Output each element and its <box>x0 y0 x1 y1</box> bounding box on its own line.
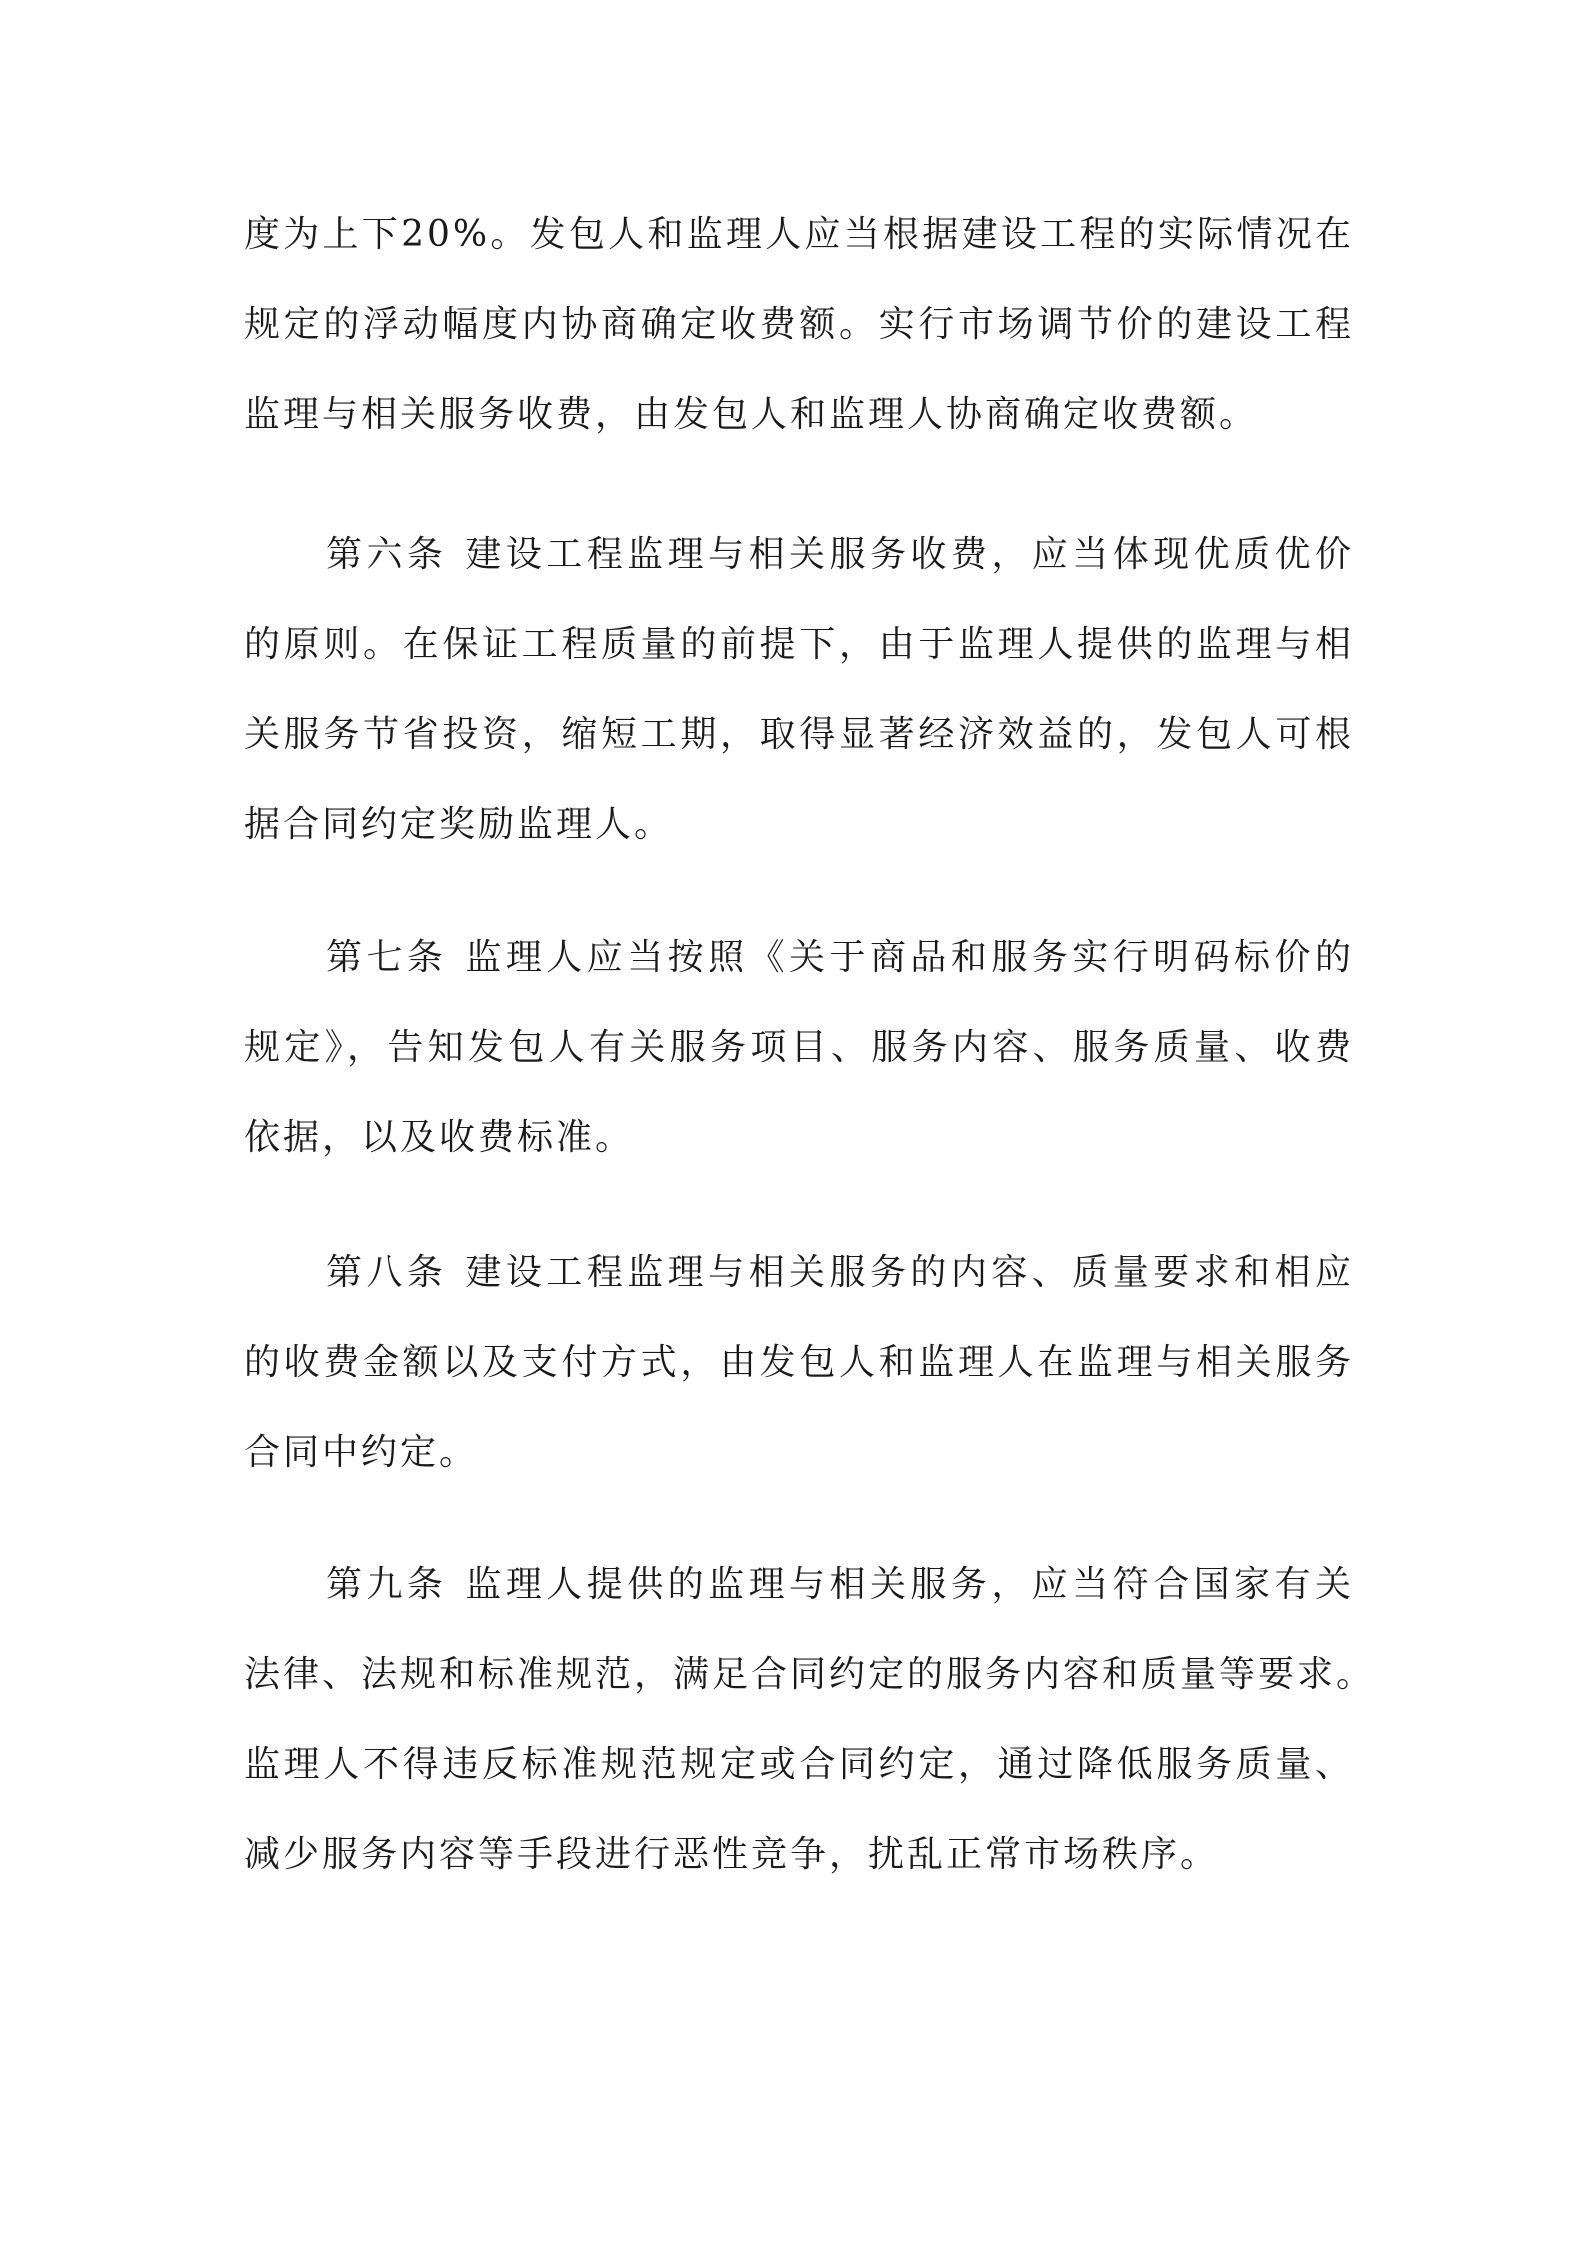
article-number: 第九条 <box>326 1564 448 1605</box>
paragraph-line: 关服务节省投资，缩短工期，取得显著经济效益的，发包人可根 <box>244 714 1354 755</box>
continuation-paragraph <box>244 190 1354 460</box>
paragraph-line: 监理人提供的监理与相关服务，应当符合国家有关 <box>465 1564 1354 1605</box>
paragraph-line: 规定》，告知发包人有关服务项目、服务内容、服务质量、收费 <box>244 1027 1354 1068</box>
paragraph-line: 依据，以及收费标准。 <box>244 1117 635 1158</box>
paragraph-line: 监理人不得违反标准规范规定或合同约定，通过降低服务质量、 <box>244 1744 1354 1785</box>
paragraph-line: 的收费金额以及支付方式，由发包人和监理人在监理与相关服务 <box>244 1342 1354 1383</box>
article-8 <box>244 1228 1354 1498</box>
paragraph-line: 规定的浮动幅度内协商确定收费额。实行市场调节价的建设工程 <box>244 304 1354 345</box>
article-6 <box>244 510 1354 870</box>
article-7 <box>244 913 1354 1183</box>
paragraph-line: 合同中约定。 <box>244 1432 479 1473</box>
paragraph-line: 建设工程监理与相关服务的内容、质量要求和相应 <box>465 1252 1354 1293</box>
article-number: 第八条 <box>326 1252 448 1293</box>
article-9 <box>244 1540 1376 1900</box>
paragraph-line: 据合同约定奖励监理人。 <box>244 804 674 845</box>
article-number: 第七条 <box>326 937 448 978</box>
paragraph-line: 度为上下20%。发包人和监理人应当根据建设工程的实际情况在 <box>244 214 1354 255</box>
paragraph-line: 监理与相关服务收费，由发包人和监理人协商确定收费额。 <box>244 394 1259 435</box>
paragraph-line: 监理人应当按照《关于商品和服务实行明码标价的 <box>465 937 1354 978</box>
paragraph-line: 建设工程监理与相关服务收费，应当体现优质优价 <box>465 534 1354 575</box>
article-number: 第六条 <box>326 534 448 575</box>
paragraph-line: 减少服务内容等手段进行恶性竞争，扰乱正常市场秩序。 <box>244 1834 1220 1875</box>
paragraph-line: 法律、法规和标准规范，满足合同约定的服务内容和质量等要求。 <box>244 1654 1376 1695</box>
paragraph-line: 的原则。在保证工程质量的前提下，由于监理人提供的监理与相 <box>244 624 1354 665</box>
